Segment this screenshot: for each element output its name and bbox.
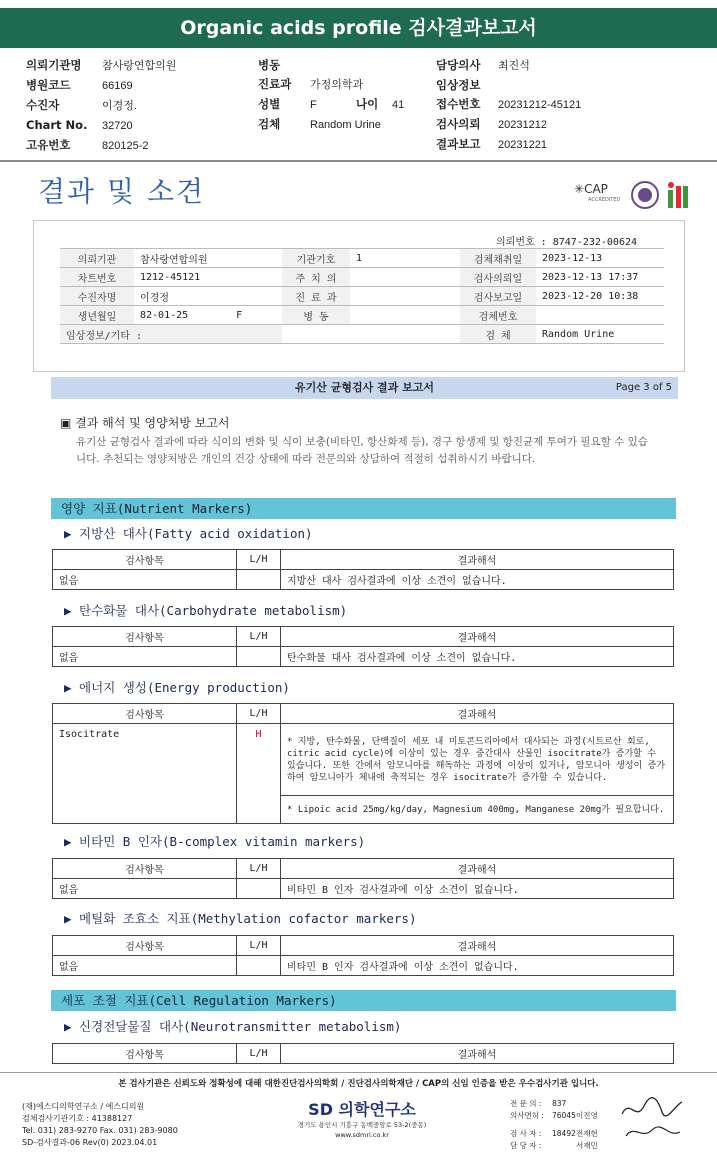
footer-brand: SD 의학연구소 경기도 용인시 기흥구 동백중앙로 53-2(중동) www.sdmri.co.kr <box>297 1100 427 1139</box>
result-table-energy: 검사항목 L/H 결과해석 Isocitrate H * 지방, 탄수화물, 단백질이 세포 내 미토콘드리아에서 대사되는 과정(시트르산 회로, citric acid cycle)에 이상이 있는 경우 중간대사 산물인 isocitrate가 증가할 수 있습니다. 또한 간에서 암모니아를 해독하는 과정에 이상이 있거나, 암모니아 생성이 증가하여 암모니아가 체내에 축적되는 경우 isocitrate가 증가할 수 있습니다. * Lipoic acid 25mg/kg/day, Magnesium 400mg, Manganese 20mg가 필요합니다. <box>52 703 674 824</box>
lab-logo-icon <box>666 180 690 210</box>
subsection-fatty-acid: ▶ 지방산 대사(Fatty acid oxidation) <box>64 526 313 541</box>
footer-divider <box>0 1072 717 1073</box>
subsection-carbohydrate: ▶ 탄수화물 대사(Carbohydrate metabolism) <box>64 603 348 618</box>
header-col-1: 의뢰기관명 참사랑연합의원 병원코드 66169 수진자 이경정. Chart No. 32720 고유번호 820125-2 <box>26 58 177 152</box>
table-row: Isocitrate H * 지방, 탄수화물, 단백질이 세포 내 미토콘드리아에서 대사되는 과정(시트르산 회로, citric acid cycle)에 이상이 있는 경우 중간대사 산물인 isocitrate가 증가할 수 있습니다. 또한 간에서 암모니아를 해독하는 과정에 이상이 있거나, 암모니아 생성이 증가하여 암모니아가 체내에 축적되는 경우 isocitrate가 증가할 수 있습니다. <box>53 724 674 796</box>
table-row: 없음 지방산 대사 검사결과에 이상 소견이 없습니다. <box>53 570 674 590</box>
subsection-b-vitamin: ▶ 비타민 B 인자(B-complex vitamin markers) <box>64 834 366 849</box>
result-table-methylation: 검사항목 L/H 결과해석 없음 비타민 B 인자 검사결과에 이상 소견이 없습니다. <box>52 935 674 976</box>
info-row: 임상정보/기타 : 검 체 Random Urine <box>60 325 664 344</box>
section-cell-regulation: 세포 조절 지표(Cell Regulation Markers) <box>51 990 676 1011</box>
high-flag: H <box>237 724 281 824</box>
info-row: 생년월일 82-01-25 F 병 동 검체번호 <box>60 306 664 325</box>
age-label: 나이 <box>356 97 379 111</box>
table-row: 없음 비타민 B 인자 검사결과에 이상 소견이 없습니다. <box>53 956 674 976</box>
table-row: 없음 탄수화물 대사 검사결과에 이상 소견이 없습니다. <box>53 647 674 667</box>
report-bar: 유기산 균형검사 결과 보고서 Page 3 of 5 <box>51 377 678 399</box>
table-row: 없음 비타민 B 인자 검사결과에 이상 소견이 없습니다. <box>53 879 674 899</box>
header-rule <box>0 160 717 162</box>
report-title: Organic acids profile 검사결과보고서 <box>0 8 717 48</box>
info-row: 의뢰기관 참사랑연합의원 기관기호 1 검체채취일 2023-12-13 <box>60 249 664 268</box>
footer-staff: 전 문 의 : 837 의사면허 : 76045이진영 검 사 자 : 18492전재현 담 당 자 : 서재민 <box>510 1099 598 1150</box>
info-row: 수진자명 이경정 진 료 과 검사보고일 2023-12-20 10:38 <box>60 287 664 306</box>
cap-logo: ✳CAP ACCREDITED <box>574 182 621 203</box>
result-table-neurotransmitter: 검사항목 L/H 결과해석 <box>52 1043 674 1064</box>
subsection-methylation: ▶ 메틸화 조효소 지표(Methylation cofactor markers) <box>64 911 417 926</box>
result-table-b-vitamin: 검사항목 L/H 결과해석 없음 비타민 B 인자 검사결과에 이상 소견이 없습니다. <box>52 858 674 899</box>
result-table-carbohydrate: 검사항목 L/H 결과해석 없음 탄수화물 대사 검사결과에 이상 소견이 없습니다. <box>52 626 674 667</box>
interpretation-heading: ▣ 결과 해석 및 영양처방 보고서 <box>60 416 230 430</box>
results-title: 결과 및 소견 <box>38 175 206 208</box>
patient-info-table <box>60 248 664 344</box>
interpretation-body: 유기산 균형검사 결과에 따라 식이의 변화 및 식이 보충(비타민, 항산화제 등), 경구 항생제 및 항진균제 투여가 필요할 수 있습니다. 추천되는 영양처방은 개인의 건강 상태에 따라 전문의와 상담하여 적절히 섭취하시기 바랍니다. <box>76 436 648 465</box>
table-row: * Lipoic acid 25mg/kg/day, Magnesium 400mg, Manganese 20mg가 필요합니다. <box>53 796 674 824</box>
footer-note: 본 검사기관은 신뢰도와 정확성에 대해 대한진단검사의학회 / 진단검사의학재단 / CAP의 신임 인증을 받은 우수검사기관 입니다. <box>118 1079 599 1089</box>
header-col-2: 병동 진료과 가정의학과 성별 F 나이 41 검체 Random Urine <box>258 58 405 131</box>
result-table-fatty-acid: 검사항목 L/H 결과해석 없음 지방산 대사 검사결과에 이상 소견이 없습니다. <box>52 549 674 590</box>
page-indicator: Page 3 of 5 <box>615 382 672 393</box>
subsection-energy: ▶ 에너지 생성(Energy production) <box>64 680 290 695</box>
subsection-neurotransmitter: ▶ 신경전달물질 대사(Neurotransmitter metabolism) <box>64 1019 402 1034</box>
signature-icon <box>618 1094 688 1144</box>
footer-lab-info: (재)에스디의학연구소 / 에스디의원 검체검사기관기호 : 41388127 Tel. 031) 283-9270 Fax. 031) 283-9080 SD-검사결과-06 Rev(0) 2023.04.01 <box>22 1102 178 1147</box>
seal-icon <box>630 180 660 210</box>
header-col-3: 담당의사 최진석 임상정보 접수번호 20231212-45121 검사의뢰 20231212 결과보고 20231221 <box>436 58 582 151</box>
section-nutrient-markers: 영양 지표(Nutrient Markers) <box>51 498 676 519</box>
request-number: 의뢰번호 : 8747-232-00624 <box>496 237 638 248</box>
info-row: 차트번호 1212-45121 주 치 의 검사의뢰일 2023-12-13 17:37 <box>60 268 664 287</box>
